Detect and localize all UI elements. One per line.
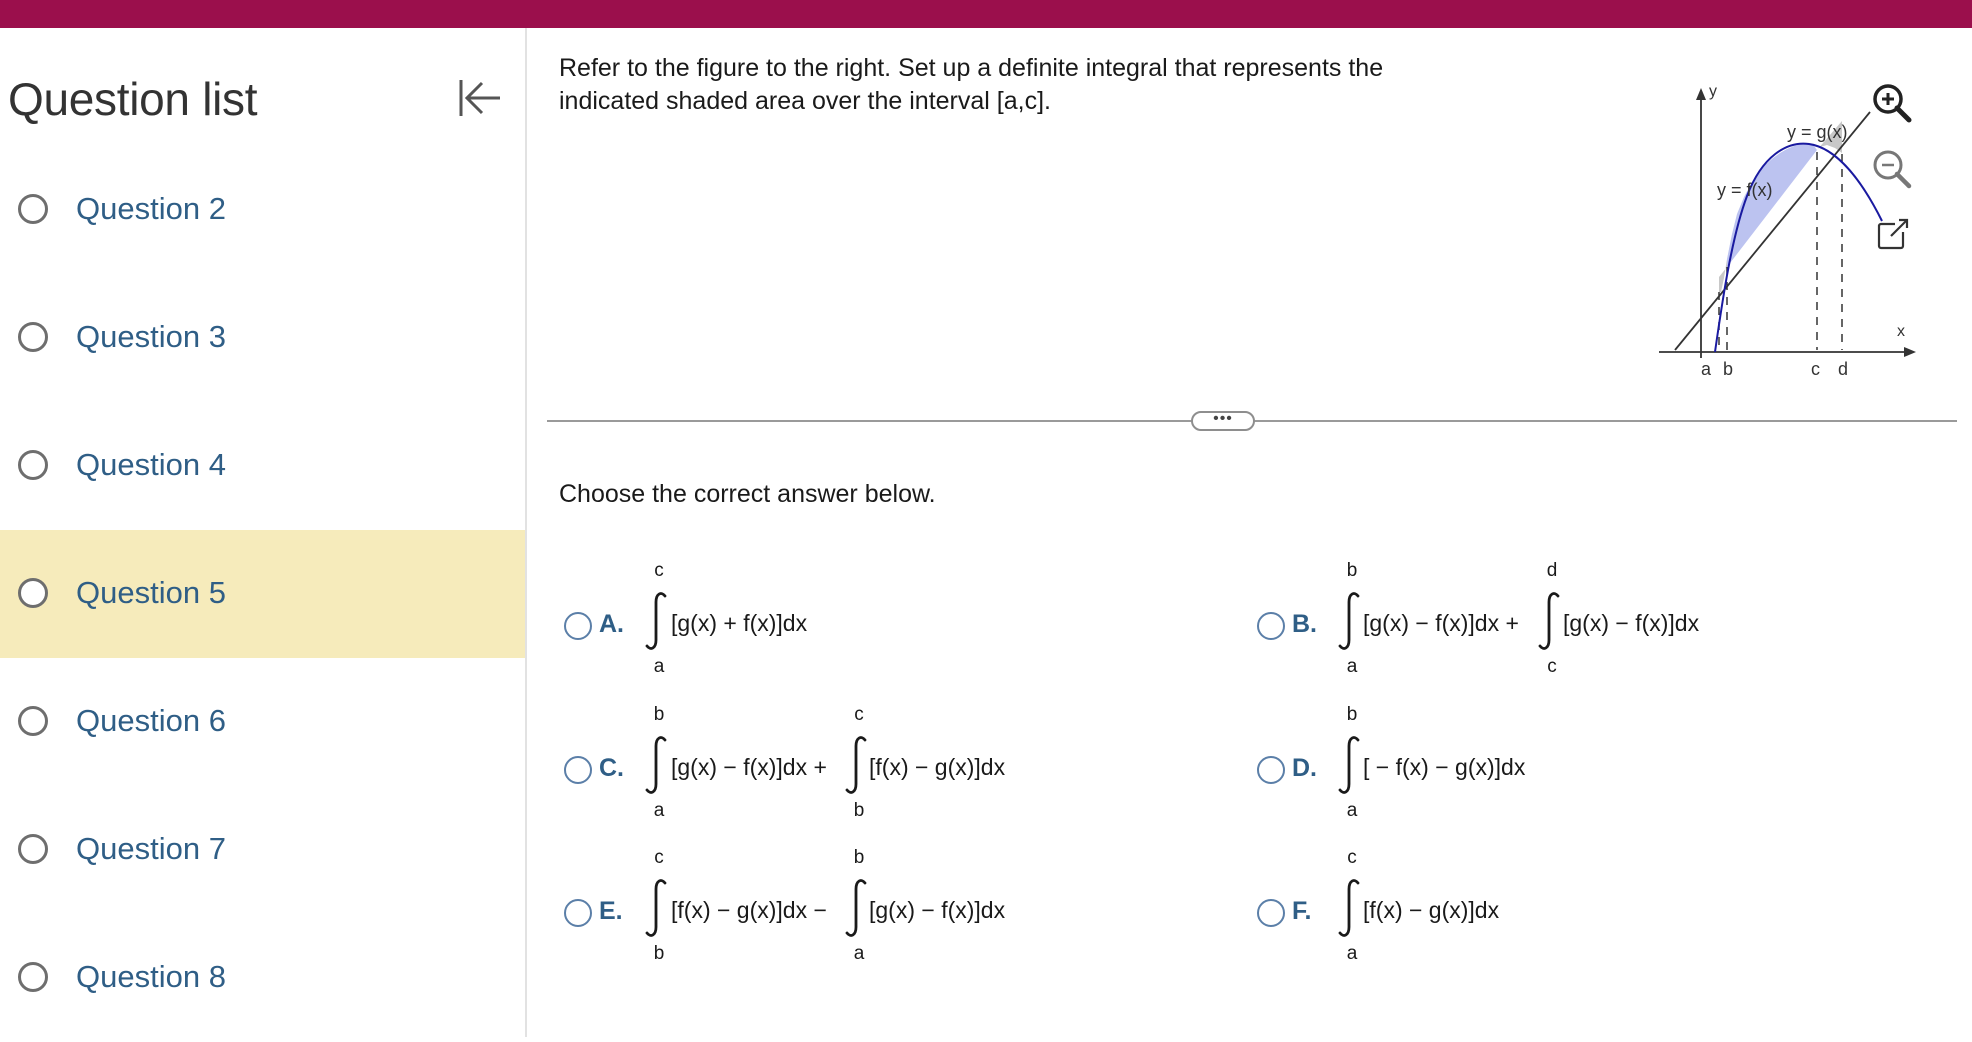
integral-icon — [645, 734, 673, 796]
graph-figure — [1587, 56, 1905, 381]
y-axis-arrow — [1696, 88, 1706, 100]
integrand: [f(x) − g(x)]dx — [869, 754, 1006, 780]
collapse-left-icon — [452, 70, 508, 126]
zoom-in-icon — [1867, 78, 1917, 128]
question-list-sidebar — [0, 28, 527, 1037]
sidebar-item-label: Question 3 — [76, 319, 226, 354]
question-prompt — [559, 52, 1459, 118]
integral-icon — [1538, 590, 1566, 652]
question-panel — [527, 28, 1972, 1037]
option-letter: C. — [599, 754, 624, 782]
upper-limit: b — [653, 704, 665, 725]
upper-limit: b — [853, 847, 865, 868]
integrand: [g(x) − f(x)]dx + — [671, 754, 827, 780]
lower-limit: a — [1346, 800, 1358, 821]
radio-icon — [18, 706, 48, 736]
radio-icon[interactable] — [1257, 899, 1285, 927]
sidebar-item-label: Question 7 — [76, 831, 226, 866]
x-axis-arrow — [1904, 347, 1916, 357]
upper-limit: c — [654, 560, 664, 581]
radio-icon — [18, 834, 48, 864]
upper-limit: d — [1546, 560, 1558, 581]
sidebar-item-label: Question 6 — [76, 703, 226, 738]
radio-icon[interactable] — [564, 612, 592, 640]
integral-icon — [1338, 734, 1366, 796]
option-letter: A. — [599, 610, 624, 638]
upper-limit: c — [654, 847, 664, 868]
popout-icon — [1867, 210, 1917, 260]
integral-icon — [645, 590, 673, 652]
curve-g — [1675, 112, 1870, 350]
lower-limit: c — [1547, 656, 1557, 677]
x-axis-label: x — [1897, 323, 1905, 340]
option-letter: F. — [1292, 897, 1312, 925]
popout-button[interactable] — [1867, 210, 1917, 260]
f-label: y = f(x) — [1717, 180, 1773, 200]
lower-limit: a — [1346, 943, 1358, 964]
lower-limit: a — [853, 943, 865, 964]
integrand: [f(x) − g(x)]dx — [1363, 897, 1500, 923]
tick-label-a: a — [1701, 359, 1712, 379]
tick-label-d: d — [1838, 359, 1849, 379]
sidebar-item-question-5[interactable] — [0, 530, 525, 658]
radio-icon — [18, 194, 48, 224]
tick-label-b: b — [1723, 359, 1734, 379]
integral-icon — [1338, 877, 1366, 939]
sidebar-item-question-2[interactable] — [0, 146, 525, 274]
tick-label-c: c — [1811, 359, 1820, 379]
sidebar-item-question-6[interactable] — [0, 658, 525, 786]
radio-icon[interactable] — [564, 899, 592, 927]
more-button[interactable]: ••• — [1191, 411, 1255, 431]
option-letter: E. — [599, 897, 623, 925]
collapse-sidebar-button[interactable] — [452, 70, 508, 126]
upper-limit: b — [1346, 560, 1358, 581]
lower-limit: a — [653, 800, 665, 821]
sidebar-item-label: Question 5 — [76, 575, 226, 610]
zoom-in-button[interactable] — [1867, 78, 1917, 128]
upper-limit: b — [1346, 704, 1358, 725]
top-bar — [0, 0, 1972, 28]
sidebar-item-question-4[interactable] — [0, 402, 525, 530]
integrand: [g(x) + f(x)]dx — [671, 610, 808, 636]
instruction-text: Choose the correct answer below. — [559, 480, 936, 508]
option-letter: D. — [1292, 754, 1317, 782]
integral-icon — [645, 877, 673, 939]
radio-icon[interactable] — [564, 756, 592, 784]
sidebar-item-question-7[interactable] — [0, 786, 525, 914]
lower-limit: a — [1346, 656, 1358, 677]
integrand: [ − f(x) − g(x)]dx — [1363, 754, 1526, 780]
sidebar-item-label: Question 4 — [76, 447, 226, 482]
radio-icon — [18, 578, 48, 608]
radio-icon — [18, 962, 48, 992]
sidebar-title: Question list — [8, 73, 258, 125]
integrand: [g(x) − f(x)]dx — [869, 897, 1006, 923]
integrand: [g(x) − f(x)]dx + — [1363, 610, 1519, 636]
radio-icon[interactable] — [1257, 756, 1285, 784]
radio-icon — [18, 322, 48, 352]
option-letter: B. — [1292, 610, 1317, 638]
integral-icon — [1338, 590, 1366, 652]
upper-limit: c — [1347, 847, 1357, 868]
integrand: [g(x) − f(x)]dx — [1563, 610, 1700, 636]
sidebar-item-question-3[interactable] — [0, 274, 525, 402]
upper-limit: c — [854, 704, 864, 725]
sidebar-item-label: Question 8 — [76, 959, 226, 994]
radio-icon[interactable] — [1257, 612, 1285, 640]
shaded-region-blue — [1727, 144, 1817, 267]
prompt-line-1: Refer to the figure to the right. Set up a definite integral that represents the — [559, 54, 1384, 82]
zoom-out-icon — [1867, 144, 1917, 194]
y-axis-label: y — [1709, 83, 1717, 100]
zoom-out-button[interactable] — [1867, 144, 1917, 194]
integrand: [f(x) − g(x)]dx − — [671, 897, 827, 923]
sidebar-item-question-8[interactable] — [0, 914, 525, 1042]
radio-icon — [18, 450, 48, 480]
prompt-line-2: indicated shaded area over the interval [a,c]. — [559, 87, 1051, 115]
lower-limit: b — [853, 800, 865, 821]
sidebar-item-label: Question 2 — [76, 191, 226, 226]
lower-limit: b — [653, 943, 665, 964]
g-label: y = g(x) — [1787, 122, 1848, 142]
graph-svg — [1587, 56, 1905, 379]
lower-limit: a — [653, 656, 665, 677]
